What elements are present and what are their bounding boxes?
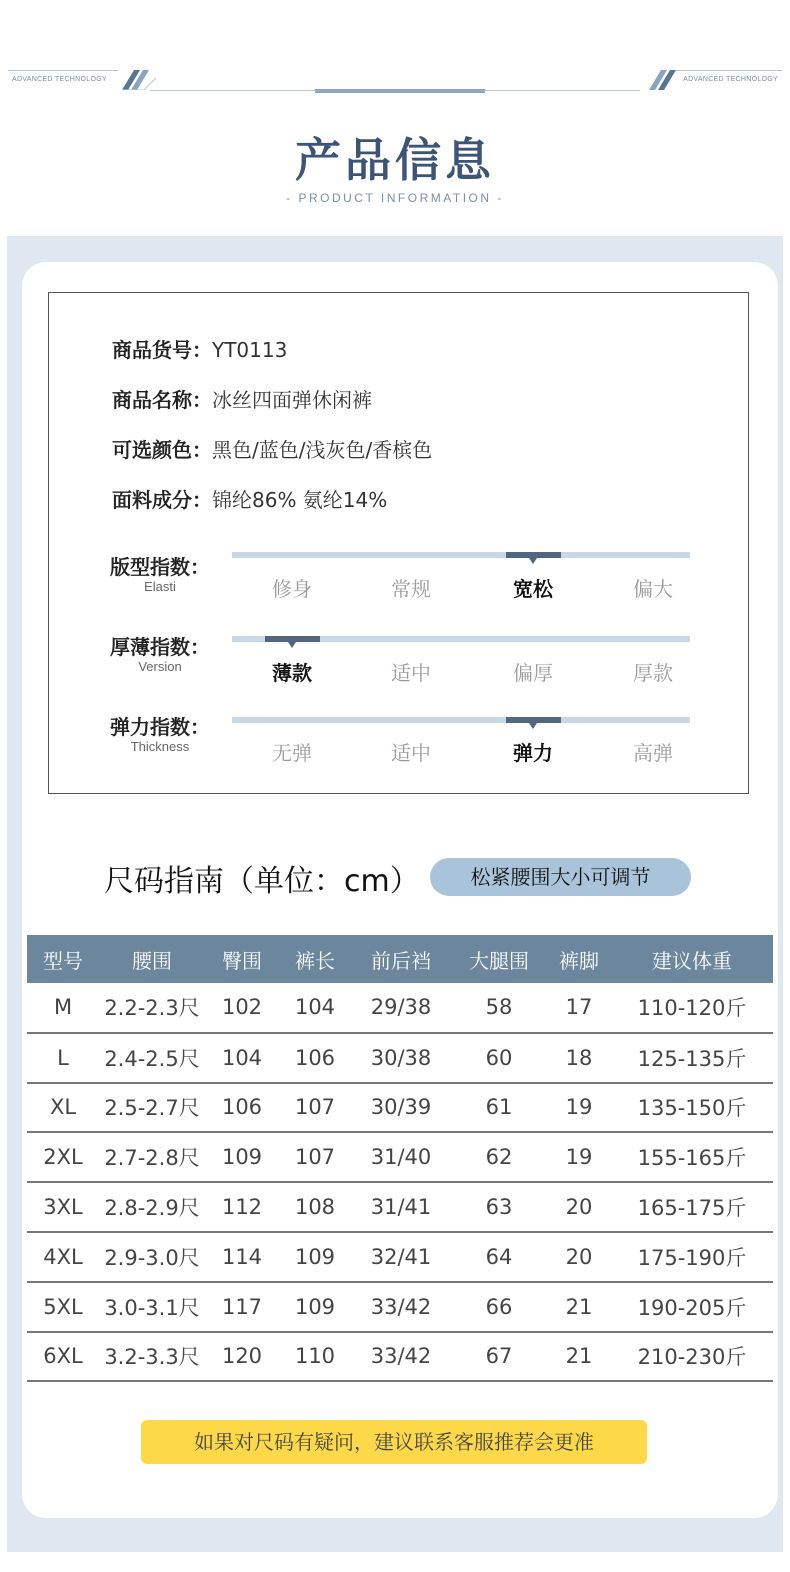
- table-cell: 2XL: [27, 1132, 99, 1182]
- info-row-item-no: [112, 334, 287, 363]
- table-cell: 125-135斤: [611, 1033, 773, 1083]
- info-value: YT0113: [212, 338, 288, 362]
- slash-decoration-icon: [642, 70, 676, 90]
- table-cell: 2.5-2.7尺: [99, 1083, 205, 1133]
- table-cell: 62: [451, 1132, 547, 1182]
- table-cell: 67: [451, 1332, 547, 1382]
- page-subtitle: - PRODUCT INFORMATION -: [286, 191, 504, 205]
- elasticity-option: 适中: [391, 741, 431, 765]
- column-header: 建议体重: [611, 935, 773, 983]
- table-cell: L: [27, 1033, 99, 1083]
- advanced-technology-left: ADVANCED TECHNOLOGY: [12, 76, 107, 83]
- table-cell: 106: [279, 1033, 351, 1083]
- thickness-index-marker: [265, 636, 320, 642]
- table-cell: 21: [547, 1282, 611, 1332]
- fit-index-sublabel: Elasti: [144, 579, 176, 594]
- info-value: 锦纶86% 氨纶14%: [212, 488, 388, 512]
- table-cell: 19: [547, 1083, 611, 1133]
- thickness-index-sublabel: Version: [138, 659, 182, 674]
- elasticity-index-sublabel: Thickness: [130, 739, 190, 754]
- table-cell: 31/40: [351, 1132, 451, 1182]
- table-cell: 5XL: [27, 1282, 99, 1332]
- table-cell: 2.8-2.9尺: [99, 1182, 205, 1232]
- table-cell: 109: [205, 1132, 279, 1182]
- elasticity-index-label: 弹力指数：: [110, 715, 210, 739]
- thickness-option: 适中: [391, 661, 431, 685]
- table-cell: 135-150斤: [611, 1083, 773, 1133]
- column-header: 臀围: [205, 935, 279, 983]
- elasticity-index-marker: [506, 717, 561, 723]
- table-row: [27, 1083, 773, 1133]
- table-cell: 2.4-2.5尺: [99, 1033, 205, 1083]
- table-cell: 106: [205, 1083, 279, 1133]
- table-cell: 17: [547, 983, 611, 1033]
- info-row-colors: [112, 434, 432, 463]
- divider-line: [8, 70, 118, 71]
- table-row: [27, 1232, 773, 1282]
- info-value: 黑色/蓝色/浅灰色/香槟色: [212, 438, 433, 462]
- table-cell: 117: [205, 1282, 279, 1332]
- table-cell: 19: [547, 1132, 611, 1182]
- table-cell: XL: [27, 1083, 99, 1133]
- column-header: 腰围: [99, 935, 205, 983]
- table-row: [27, 983, 773, 1033]
- table-cell: 112: [205, 1182, 279, 1232]
- table-cell: 3XL: [27, 1182, 99, 1232]
- info-value: 冰丝四面弹休闲裤: [212, 388, 372, 412]
- table-cell: 6XL: [27, 1332, 99, 1382]
- table-cell: 29/38: [351, 983, 451, 1033]
- table-cell: 109: [279, 1232, 351, 1282]
- adjustable-waist-badge: 松紧腰围大小可调节: [430, 858, 691, 896]
- table-row: [27, 1033, 773, 1083]
- table-cell: 2.2-2.3尺: [99, 983, 205, 1033]
- table-cell: 33/42: [351, 1332, 451, 1382]
- fit-index-label: 版型指数：: [110, 555, 210, 579]
- column-header: 裤长: [279, 935, 351, 983]
- table-cell: 120: [205, 1332, 279, 1382]
- table-cell: 20: [547, 1232, 611, 1282]
- info-label: 可选颜色：: [112, 438, 212, 462]
- table-cell: 108: [279, 1182, 351, 1232]
- info-label: 商品名称：: [112, 388, 212, 412]
- table-cell: 63: [451, 1182, 547, 1232]
- table-cell: 64: [451, 1232, 547, 1282]
- table-cell: 175-190斤: [611, 1232, 773, 1282]
- size-help-notice: 如果对尺码有疑问，建议联系客服推荐会更准: [141, 1420, 647, 1464]
- thickness-option: 偏厚: [513, 661, 553, 685]
- table-cell: 58: [451, 983, 547, 1033]
- elasticity-option: 无弹: [272, 741, 312, 765]
- table-cell: 110: [279, 1332, 351, 1382]
- table-cell: 61: [451, 1083, 547, 1133]
- table-cell: 18: [547, 1033, 611, 1083]
- info-row-name: [112, 384, 372, 413]
- thickness-index-label: 厚薄指数：: [110, 635, 210, 659]
- elasticity-option: 弹力: [513, 741, 553, 765]
- table-cell: 109: [279, 1282, 351, 1332]
- table-cell: 32/41: [351, 1232, 451, 1282]
- table-cell: 30/39: [351, 1083, 451, 1133]
- table-cell: 21: [547, 1332, 611, 1382]
- table-cell: 190-205斤: [611, 1282, 773, 1332]
- thickness-option: 薄款: [272, 661, 312, 685]
- table-cell: 107: [279, 1132, 351, 1182]
- table-cell: 107: [279, 1083, 351, 1133]
- table-cell: 110-120斤: [611, 983, 773, 1033]
- table-row: [27, 1332, 773, 1382]
- info-row-fabric: [112, 484, 387, 513]
- table-cell: 66: [451, 1282, 547, 1332]
- fit-option: 偏大: [633, 577, 673, 601]
- table-cell: 3.0-3.1尺: [99, 1282, 205, 1332]
- size-table: [27, 935, 773, 1382]
- column-header: 大腿围: [451, 935, 547, 983]
- table-cell: 60: [451, 1033, 547, 1083]
- table-cell: 102: [205, 983, 279, 1033]
- column-header: 型号: [27, 935, 99, 983]
- table-cell: M: [27, 983, 99, 1033]
- divider-line: [672, 70, 782, 71]
- table-cell: 114: [205, 1232, 279, 1282]
- table-cell: 30/38: [351, 1033, 451, 1083]
- info-label: 商品货号：: [112, 338, 212, 362]
- table-row: [27, 1132, 773, 1182]
- table-cell: 104: [279, 983, 351, 1033]
- advanced-technology-right: ADVANCED TECHNOLOGY: [683, 76, 778, 83]
- fit-option: 常规: [391, 577, 431, 601]
- table-cell: 33/42: [351, 1282, 451, 1332]
- table-cell: 3.2-3.3尺: [99, 1332, 205, 1382]
- table-cell: 165-175斤: [611, 1182, 773, 1232]
- slash-decoration-icon: [122, 70, 156, 90]
- table-header-row: [27, 935, 773, 983]
- header-accent-bar: [315, 89, 485, 93]
- thickness-option: 厚款: [633, 661, 673, 685]
- elasticity-index-track: [232, 717, 690, 723]
- table-cell: 31/41: [351, 1182, 451, 1232]
- fit-option: 宽松: [513, 577, 553, 601]
- table-cell: 2.9-3.0尺: [99, 1232, 205, 1282]
- column-header: 裤脚: [547, 935, 611, 983]
- table-row: [27, 1282, 773, 1332]
- elasticity-option: 高弹: [633, 741, 673, 765]
- fit-index-track: [232, 552, 690, 558]
- table-cell: 104: [205, 1033, 279, 1083]
- info-label: 面料成分：: [112, 488, 212, 512]
- table-cell: 20: [547, 1182, 611, 1232]
- table-row: [27, 1182, 773, 1232]
- size-guide-title: 尺码指南（单位：cm）: [104, 864, 420, 899]
- fit-index-marker: [506, 552, 561, 558]
- table-cell: 210-230斤: [611, 1332, 773, 1382]
- fit-option: 修身: [272, 577, 312, 601]
- page-title: 产品信息: [295, 133, 495, 187]
- table-cell: 2.7-2.8尺: [99, 1132, 205, 1182]
- column-header: 前后裆: [351, 935, 451, 983]
- table-cell: 155-165斤: [611, 1132, 773, 1182]
- table-cell: 4XL: [27, 1232, 99, 1282]
